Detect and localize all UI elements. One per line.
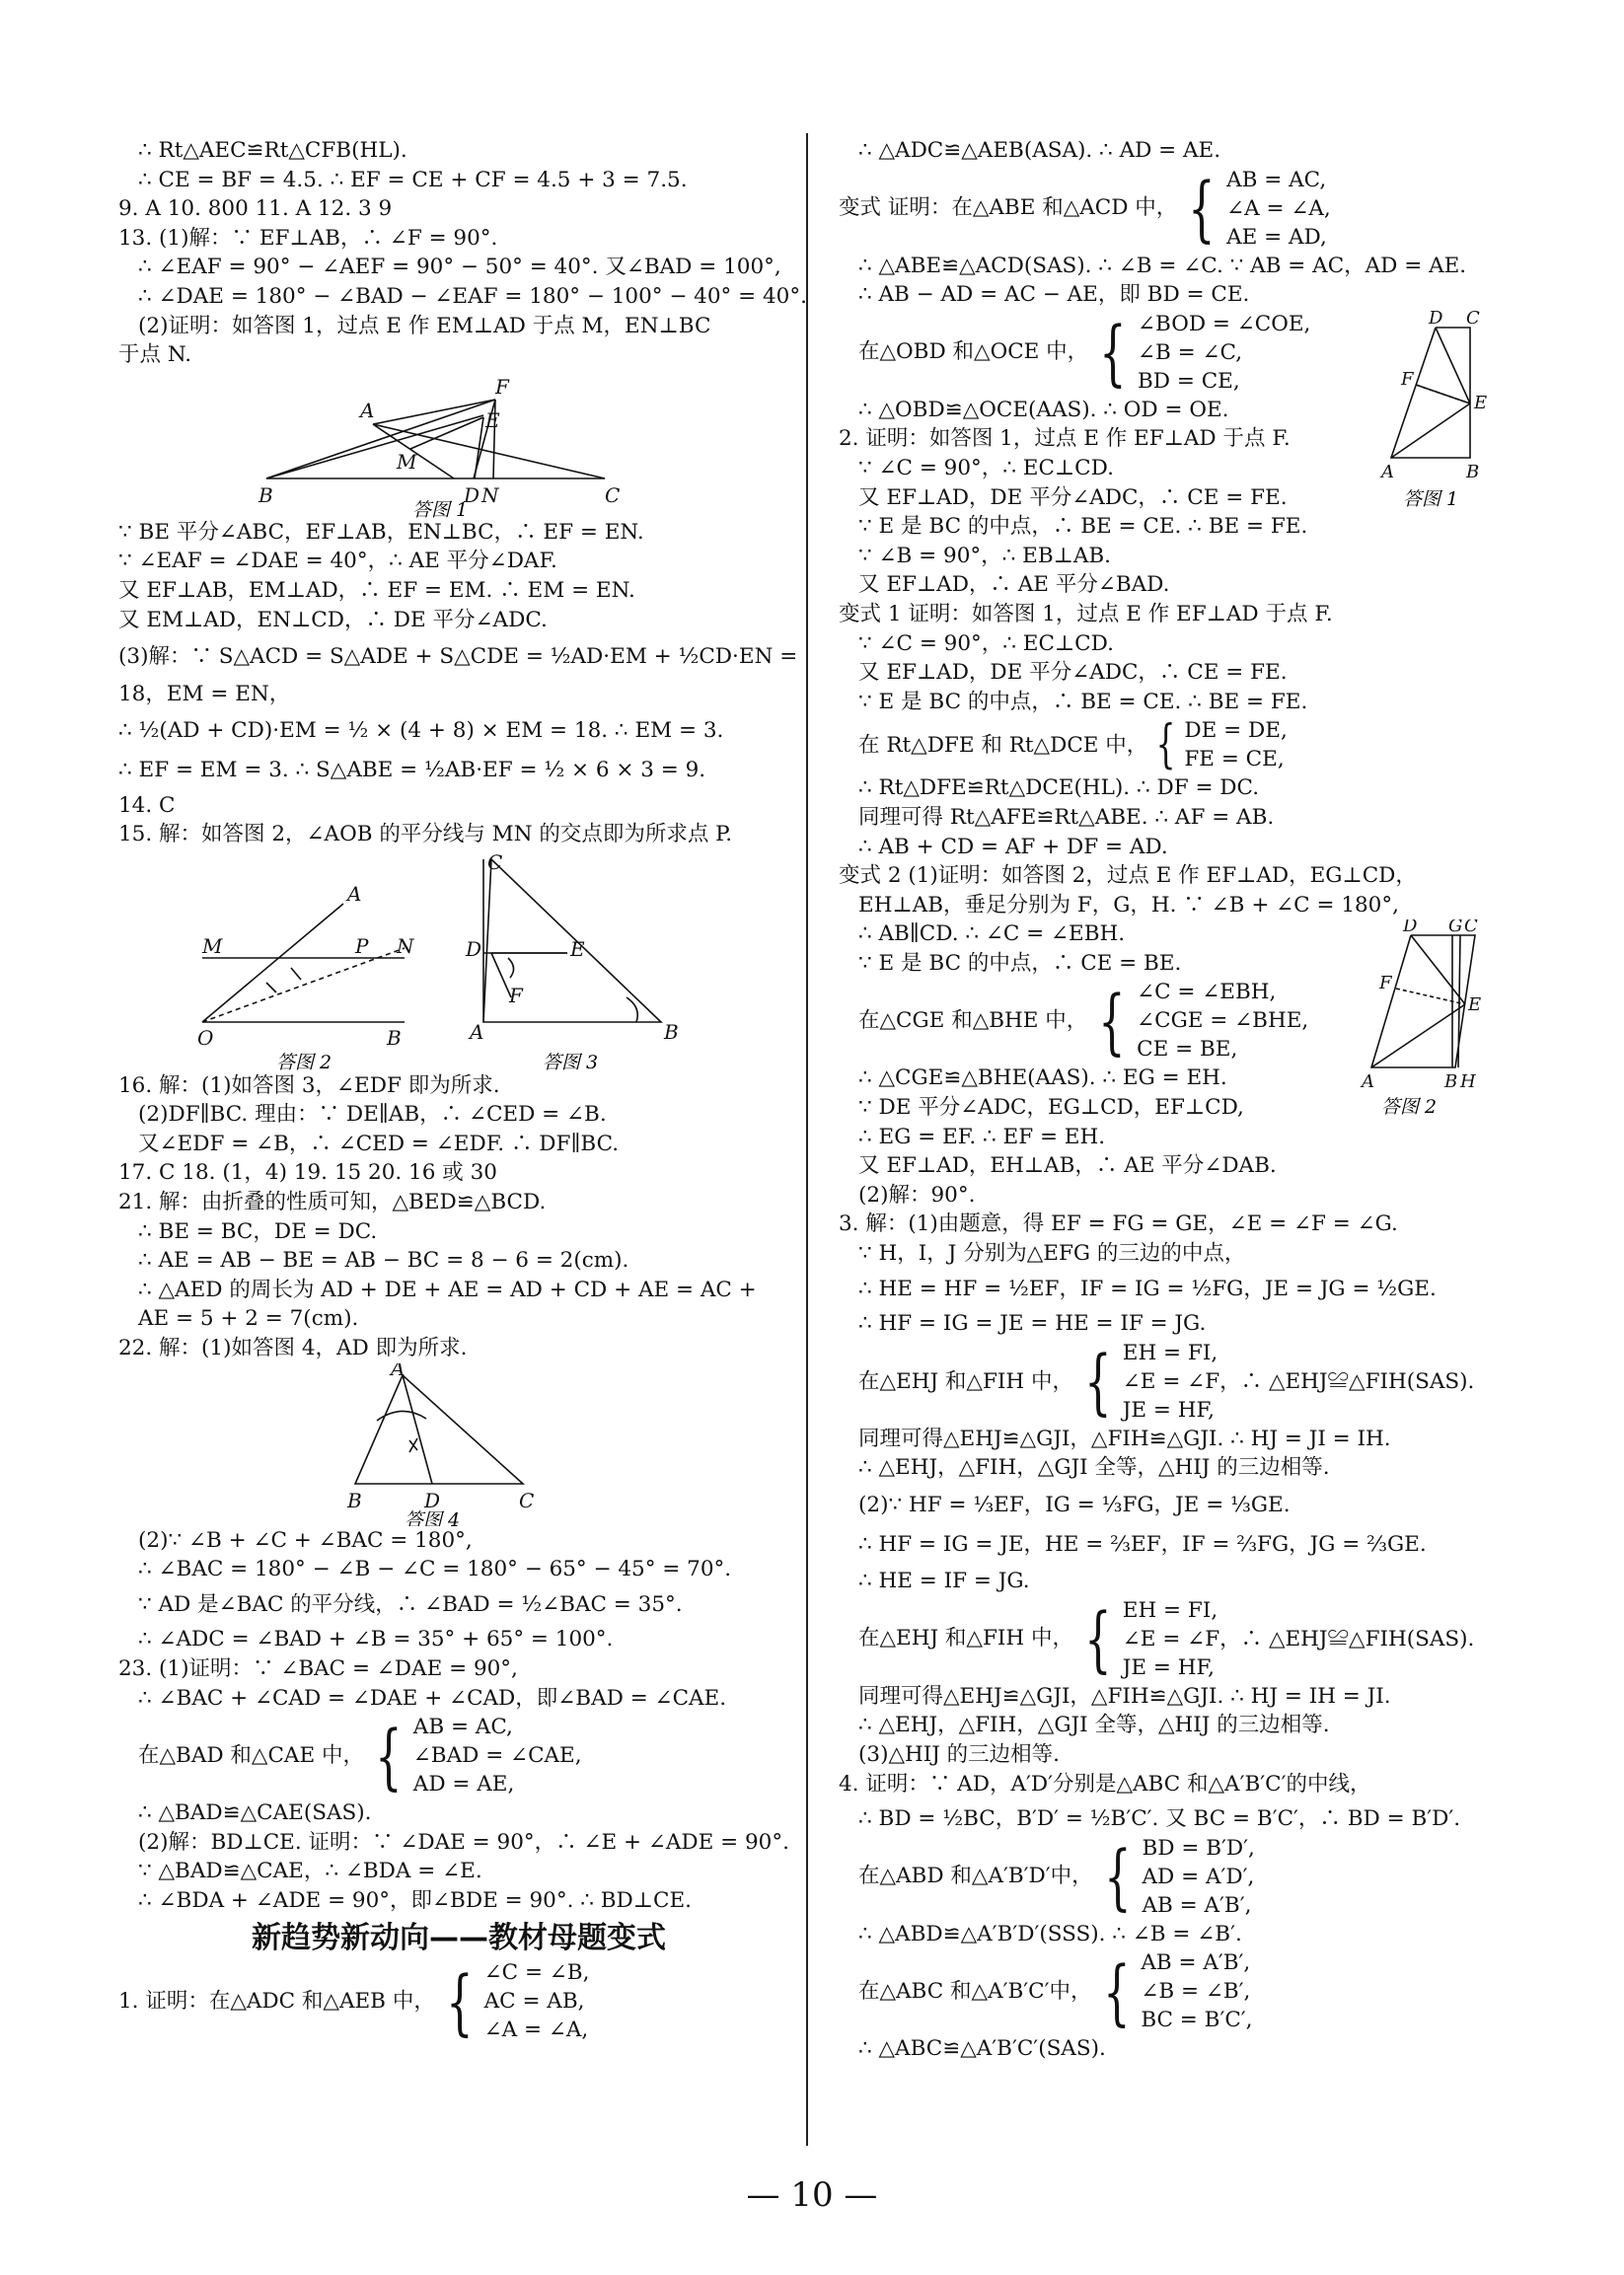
text-line: ∵ E 是 BC 的中点，∴ CE = BE.: [858, 950, 1182, 976]
system-row: ∠A = ∠A,: [1226, 195, 1331, 221]
text-line: ∴ ∠EAF = 90° − ∠AEF = 90° − 50° = 40°. 又∠BAD = 100°,: [138, 255, 781, 280]
text-line: 又 EF⊥AD，EH⊥AB，∴ AE 平分∠DAB.: [858, 1153, 1277, 1179]
fig1-label: B: [258, 482, 273, 507]
system-row: AB = AC,: [1226, 167, 1327, 192]
system-lead: 在△CGE 和△BHE 中，: [858, 1008, 1088, 1034]
fig3-label: B: [664, 1019, 679, 1044]
fig1-label: N: [481, 482, 499, 507]
system-lead: 在△BAD 和△CAE 中，: [138, 1742, 364, 1768]
system-row: ∠BAD = ∠CAE,: [412, 1743, 582, 1769]
fig2-label: O: [197, 1025, 214, 1050]
text-line: ∵ AD 是∠BAC 的平分线，∴ ∠BAD = ½∠BAC = 35°.: [138, 1591, 683, 1617]
system-row: AB = A′B′,: [1142, 1892, 1252, 1918]
fig6-label: F: [1379, 973, 1392, 994]
system-lead: 变式 证明：在△ABE 和△ACD 中，: [839, 195, 1178, 221]
text-line: 于点 N.: [118, 342, 192, 368]
fig4-label: D: [424, 1488, 441, 1512]
text-line: ∴ AE = AB − BE = AB − BC = 8 − 6 = 2(cm).: [138, 1248, 629, 1274]
text-line: 变式 1 证明：如答图 1，过点 E 作 EF⊥AD 于点 F.: [839, 601, 1333, 626]
system-row: CE = BE,: [1137, 1037, 1238, 1063]
text-line: ∴ △EHJ，△FIH，△GJI 全等，△HIJ 的三边相等.: [858, 1713, 1330, 1738]
system-row: EH = FI,: [1122, 1597, 1218, 1623]
text-line: ∴ △AED 的周长为 AD + DE + AE = AD + CD + AE = AC +: [138, 1277, 757, 1302]
text-line: ∵ BE 平分∠ABC，EF⊥AB，EN⊥BC，∴ EF = EN.: [118, 519, 644, 545]
fig1-caption: 答图 1: [412, 498, 469, 518]
system-row: ∠CGE = ∠BHE,: [1137, 1008, 1309, 1034]
figure-5: [1371, 310, 1500, 517]
text-line: 又 EF⊥AD，DE 平分∠ADC，∴ CE = FE.: [858, 660, 1288, 686]
text-line: ∵ E 是 BC 的中点，∴ BE = CE. ∴ BE = FE.: [858, 689, 1308, 714]
fig2-caption: 答图 2: [276, 1051, 332, 1071]
text-line: 14. C: [118, 792, 176, 818]
text-line: (2)DF∥BC. 理由：∵ DE∥AB，∴ ∠CED = ∠B.: [138, 1102, 607, 1128]
system-row: AE = AD,: [1226, 224, 1327, 250]
system-block: 在△ABD 和△A′B′D′中， { BD = B′D′, AD = A′D′, AB = A′B′,: [858, 1835, 1255, 1919]
fig5-label: E: [1474, 392, 1488, 413]
text-line: 15. 解：如答图 2，∠AOB 的平分线与 MN 的交点即为所求点 P.: [118, 822, 733, 847]
text-line: ∴ △ABE≌△ACD(SAS). ∴ ∠B = ∠C. ∵ AB = AC，AD = AE.: [858, 253, 1467, 278]
fig1-label: D: [464, 482, 480, 507]
text-line: ∵ H，I，J 分别为△EFG 的三边的中点，: [858, 1241, 1246, 1267]
fig1-label: A: [360, 398, 375, 422]
text-line: ∴ CE = BF = 4.5. ∴ EF = CE + CF = 4.5 + 3 = 7.5.: [138, 167, 688, 192]
text-line: ∵ ∠B = 90°，∴ EB⊥AB.: [858, 543, 1112, 568]
system-block: 在△ABC 和△A′B′C′中， { AB = A′B′, ∠B = ∠B′, BC = B′C′,: [858, 1949, 1253, 2033]
text-line: ∴ BE = BC，DE = DC.: [138, 1218, 378, 1244]
text-line: ∵ ∠C = 90°，∴ EC⊥CD.: [858, 455, 1114, 480]
system-row: EH = FI,: [1122, 1340, 1218, 1365]
fig2-label: P: [355, 933, 369, 958]
fig4-caption: 答图 4: [405, 1508, 461, 1526]
system-row: JE = HF,: [1122, 1397, 1215, 1423]
text-line: 又 EF⊥AB，EM⊥AD，∴ EF = EM. ∴ EM = EN.: [118, 577, 635, 603]
text-line: 13. (1)解：∵ EF⊥AB，∴ ∠F = 90°.: [118, 225, 498, 251]
fig3-label: D: [466, 936, 482, 961]
system-block: 在△EHJ 和△FIH 中， { EH = FI, ∠E = ∠F，∴ △EHJ≌△FIH(SAS). JE = HF,: [858, 1340, 1475, 1424]
system-row: DE = DE,: [1184, 718, 1288, 744]
system-block: 在△EHJ 和△FIH 中， { EH = FI, ∠E = ∠F，∴ △EHJ≌△FIH(SAS). JE = HF,: [858, 1597, 1475, 1681]
text-line: ∴ Rt△AEC≌Rt△CFB(HL).: [138, 138, 407, 163]
text-line: 3. 解：(1)由题意，得 EF = FG = GE，∠E = ∠F = ∠G.: [839, 1211, 1398, 1237]
system-block: 在△OBD 和△OCE 中， { ∠BOD = ∠COE, ∠B = ∠C, BD = CE,: [858, 311, 1311, 395]
fig6-label: C: [1464, 919, 1478, 937]
system-lead: 1. 证明：在△ADC 和△AEB 中，: [118, 1988, 435, 2014]
section-heading: 新趋势新动向——教材母题变式: [252, 1920, 666, 1955]
text-line: ∴ △OBD≌△OCE(AAS). ∴ OD = OE.: [858, 397, 1229, 422]
fig1-label: C: [605, 482, 621, 507]
fig3-label: A: [470, 1019, 484, 1044]
text-line: (2)证明：如答图 1，过点 E 作 EM⊥AD 于点 M，EN⊥BC: [138, 313, 711, 338]
text-line: 又∠EDF = ∠B，∴ ∠CED = ∠EDF. ∴ DF∥BC.: [138, 1131, 620, 1156]
text-line: ∴ EF = EM = 3. ∴ S△ABE = ½AB·EF = ½ × 6 × 3 = 9.: [118, 757, 706, 782]
system-row: AD = AE,: [412, 1772, 515, 1798]
fig4-label: A: [391, 1362, 406, 1380]
system-row: FE = CE,: [1184, 747, 1285, 772]
figure-6-drawing: [1352, 919, 1490, 1117]
text-line: 同理可得△EHJ≌△GJI，△FIH≌△GJI. ∴ HJ = JI = IH.: [858, 1426, 1391, 1451]
text-line: ∴ △EHJ，△FIH，△GJI 全等，△HIJ 的三边相等.: [858, 1455, 1330, 1481]
system-row: ∠B = ∠C,: [1138, 339, 1243, 365]
fig3-label: F: [509, 983, 523, 1007]
text-line: 18，EM = EN，: [118, 681, 291, 706]
text-line: 23. (1)证明：∵ ∠BAC = ∠DAE = 90°,: [118, 1656, 518, 1681]
system-row: ∠A = ∠A,: [483, 2018, 589, 2043]
figure-6: [1352, 919, 1490, 1117]
figure-4-drawing: [118, 1363, 799, 1526]
system-block: 1. 证明：在△ADC 和△AEB 中， { ∠C = ∠B, AC = AB, ∠A = ∠A,: [118, 1959, 590, 2043]
system-row: JE = HF,: [1122, 1654, 1215, 1680]
figure-1-drawing: [118, 370, 799, 518]
fig6-label: E: [1468, 994, 1482, 1016]
text-line: (3)△HIJ 的三边相等.: [858, 1741, 1061, 1767]
text-line: ∵ ∠EAF = ∠DAE = 40°，∴ AE 平分∠DAF.: [118, 549, 557, 574]
text-line: ∴ HF = IG = JE，HE = ⅔EF，IF = ⅔FG，JG = ⅔GE.: [858, 1531, 1427, 1557]
system-row: ∠E = ∠F，∴ △EHJ≌△FIH(SAS).: [1122, 1626, 1475, 1651]
text-line: 又 EM⊥AD，EN⊥CD，∴ DE 平分∠ADC.: [118, 607, 548, 632]
text-line: ∴ BD = ½BC，B′D′ = ½B′C′. 又 BC = B′C′，∴ BD = B′D′.: [858, 1806, 1461, 1832]
text-line: 2. 证明：如答图 1，过点 E 作 EF⊥AD 于点 F.: [839, 426, 1291, 452]
fig6-label: G: [1448, 919, 1463, 937]
text-line: ∴ HF = IG = JE = HE = IF = JG.: [858, 1311, 1207, 1337]
system-block: 在 Rt△DFE 和 Rt△DCE 中， { DE = DE, FE = CE,: [858, 715, 1288, 775]
fig5-caption: 答图 1: [1403, 487, 1459, 510]
text-line: (2)∵ HF = ⅓EF，IG = ⅓FG，JE = ⅓GE.: [858, 1493, 1291, 1517]
text-line: 变式 2 (1)证明：如答图 2，过点 E 作 EF⊥AD，EG⊥CD，: [839, 863, 1417, 889]
text-line: 17. C 18. (1，4) 19. 15 20. 16 或 30: [118, 1160, 497, 1186]
text-line: ∴ △CGE≌△BHE(AAS). ∴ EG = EH.: [858, 1065, 1227, 1091]
fig2-label: N: [397, 933, 414, 958]
fig2-label: M: [202, 933, 223, 958]
figure-2-3-drawing: [118, 849, 799, 1071]
system-lead: 在△EHJ 和△FIH 中，: [858, 1626, 1073, 1651]
fig1-label: M: [397, 449, 417, 474]
text-line: ∴ △BAD≌△CAE(SAS).: [138, 1800, 372, 1826]
text-line: ∴ EG = EF. ∴ EF = EH.: [858, 1124, 1106, 1149]
text-line: ∵ △BAD≌△CAE，∴ ∠BDA = ∠E.: [138, 1859, 482, 1884]
text-line: ∴ HE = IF = JG.: [858, 1569, 1030, 1594]
text-line: 16. 解：(1)如答图 3，∠EDF 即为所求.: [118, 1072, 500, 1098]
fig5-label: C: [1466, 309, 1480, 329]
system-row: BD = CE,: [1138, 368, 1240, 394]
system-lead: 在△EHJ 和△FIH 中，: [858, 1368, 1073, 1394]
text-line: 又 EF⊥AD，∴ AE 平分∠BAD.: [858, 572, 1170, 598]
text-line: AE = 5 + 2 = 7(cm).: [138, 1306, 359, 1332]
text-line: ∵ E 是 BC 的中点，∴ BE = CE. ∴ BE = FE.: [858, 514, 1308, 540]
text-line: (3)解：∵ S△ACD = S△ADE + S△CDE = ½AD·EM + ½CD·EN =: [118, 644, 798, 670]
text-line: 同理可得△EHJ≌△GJI，△FIH≌△GJI. ∴ HJ = IH = JI.: [858, 1683, 1391, 1709]
text-line: ∴ AB + CD = AF + DF = AD.: [858, 834, 1168, 859]
system-row: AC = AB,: [483, 1989, 585, 2015]
system-row: ∠C = ∠B,: [483, 1960, 590, 1986]
fig4-label: C: [519, 1488, 535, 1512]
text-line: 21. 解：由折叠的性质可知，△BED≌△BCD.: [118, 1190, 547, 1215]
column-divider: [806, 133, 808, 2146]
system-row: ∠B = ∠B′,: [1141, 1979, 1251, 2005]
text-line: 9. A 10. 800 11. A 12. 3 9: [118, 196, 393, 222]
text-line: ∴ ½(AD + CD)·EM = ½ × (4 + 8) × EM = 18. ∴ EM = 3.: [118, 718, 724, 744]
left-column: [118, 136, 807, 2044]
system-row: AD = A′D′,: [1142, 1864, 1255, 1889]
text-line: ∵ DE 平分∠ADC，EG⊥CD，EF⊥CD,: [858, 1095, 1244, 1121]
fig6-caption: 答图 2: [1381, 1096, 1438, 1118]
fig2-label: A: [347, 881, 362, 906]
fig5-label: F: [1401, 368, 1414, 390]
fig2-label: B: [387, 1025, 402, 1050]
text-line: ∴ AB∥CD. ∴ ∠C = ∠EBH.: [858, 921, 1126, 947]
system-row: AB = AC,: [412, 1715, 513, 1740]
system-row: ∠C = ∠EBH,: [1137, 980, 1277, 1005]
fig3-caption: 答图 3: [543, 1051, 599, 1071]
system-lead: 在△ABC 和△A′B′C′中，: [858, 1979, 1092, 2005]
fig5-label: A: [1381, 461, 1394, 482]
fig3-label: E: [570, 936, 585, 961]
text-line: ∴ △ABD≌△A′B′D′(SSS). ∴ ∠B = ∠B′.: [858, 1921, 1242, 1946]
right-column: [839, 136, 1490, 2064]
text-line: ∴ ∠ADC = ∠BAD + ∠B = 35° + 65° = 100°.: [138, 1627, 614, 1652]
text-line: ∴ AB − AD = AC − AE，即 BD = CE.: [858, 282, 1250, 308]
text-line: ∴ ∠BDA + ∠ADE = 90°，即∠BDE = 90°. ∴ BD⊥CE.: [138, 1887, 692, 1913]
text-line: 同理可得 Rt△AFE≌Rt△ABE. ∴ AF = AB.: [858, 804, 1275, 830]
system-block: 在△BAD 和△CAE 中， { AB = AC, ∠BAD = ∠CAE, AD = AE,: [138, 1714, 582, 1798]
figure-2-3: [118, 849, 799, 1071]
text-line: 4. 证明：∵ AD，A′D′分别是△ABC 和△A′B′C′的中线，: [839, 1771, 1371, 1797]
text-line: ∴ ∠DAE = 180° − ∠BAD − ∠EAF = 180° − 100° − 40° = 40°.: [138, 283, 807, 309]
system-lead: 在△OBD 和△OCE 中，: [858, 339, 1089, 365]
fig6-label: B: [1444, 1071, 1458, 1093]
system-row: BD = B′D′,: [1142, 1835, 1255, 1861]
text-line: ∴ ∠BAC = 180° − ∠B − ∠C = 180° − 65° − 45° = 70°.: [138, 1557, 732, 1582]
page-number: — 10 —: [746, 2175, 878, 2215]
text-line: 又 EF⊥AD，DE 平分∠ADC，∴ CE = FE.: [858, 484, 1288, 510]
text-line: ∴ Rt△DFE≌Rt△DCE(HL). ∴ DF = DC.: [858, 775, 1260, 801]
figure-1: [118, 370, 799, 518]
system-block: 在△CGE 和△BHE 中， { ∠C = ∠EBH, ∠CGE = ∠BHE, CE = BE,: [858, 979, 1309, 1063]
figure-5-drawing: [1371, 310, 1500, 517]
fig6-label: H: [1460, 1071, 1476, 1093]
figure-4: [118, 1363, 799, 1526]
text-line: 22. 解：(1)如答图 4，AD 即为所求.: [118, 1336, 468, 1361]
text-line: (2)∵ ∠B + ∠C + ∠BAC = 180°,: [138, 1527, 473, 1553]
text-line: EH⊥AB，垂足分别为 F，G，H. ∵ ∠B + ∠C = 180°,: [858, 892, 1399, 917]
system-lead: 在 Rt△DFE 和 Rt△DCE 中，: [858, 732, 1148, 758]
system-row: BC = B′C′,: [1141, 2008, 1253, 2033]
text-line: ∴ ∠BAC + ∠CAD = ∠DAE + ∠CAD，即∠BAD = ∠CAE.: [138, 1685, 727, 1711]
text-line: ∴ HE = HF = ½EF，IF = IG = ½FG，JE = JG = ½GE.: [858, 1276, 1437, 1301]
system-lead: 在△ABD 和△A′B′D′中，: [858, 1864, 1093, 1889]
fig6-label: D: [1403, 919, 1418, 937]
text-line: (2)解：90°.: [858, 1182, 976, 1208]
fig6-label: A: [1362, 1071, 1374, 1093]
text-line: ∴ △ADC≌△AEB(ASA). ∴ AD = AE.: [858, 138, 1221, 163]
system-block: 变式 证明：在△ABE 和△ACD 中， { AB = AC, ∠A = ∠A, AE = AD,: [839, 167, 1331, 251]
system-row: ∠E = ∠F，∴ △EHJ≌△FIH(SAS).: [1122, 1368, 1475, 1394]
system-row: AB = A′B′,: [1141, 1950, 1251, 1976]
text-line: ∵ ∠C = 90°，∴ EC⊥CD.: [858, 630, 1114, 656]
fig4-label: B: [347, 1488, 362, 1512]
system-row: ∠BOD = ∠COE,: [1138, 311, 1311, 336]
fig1-label: F: [495, 374, 509, 399]
fig5-label: D: [1429, 309, 1443, 329]
fig1-label: E: [485, 407, 500, 432]
text-line: (2)解：BD⊥CE. 证明：∵ ∠DAE = 90°，∴ ∠E + ∠ADE = 90°.: [138, 1829, 789, 1855]
fig3-label: C: [487, 849, 503, 874]
text-line: ∴ △ABC≌△A′B′C′(SAS).: [858, 2036, 1106, 2062]
fig5-label: B: [1466, 461, 1480, 482]
